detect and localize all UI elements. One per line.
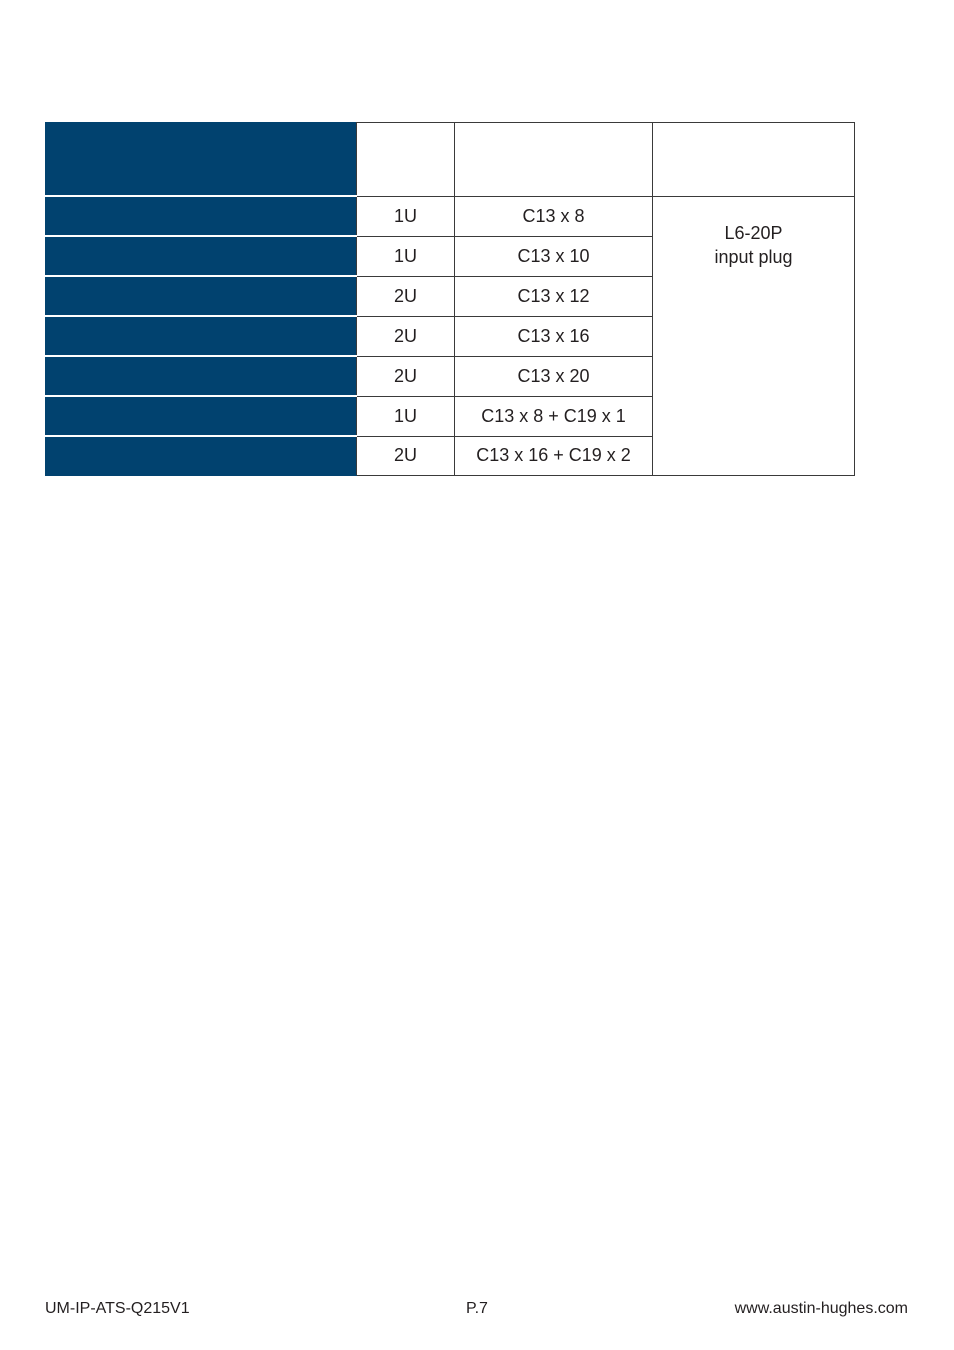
outlets-cell: C13 x 8 + C19 x 1: [455, 396, 653, 436]
size-cell: 1U: [357, 196, 455, 236]
size-cell: 2U: [357, 276, 455, 316]
outlets-cell: C13 x 10: [455, 236, 653, 276]
input-plug-cell: [653, 196, 855, 476]
outlets-cell: C13 x 16: [455, 316, 653, 356]
header-input-cell: [653, 123, 855, 197]
outlets-cell: C13 x 16 + C19 x 2: [455, 436, 653, 476]
input-plug-type: L6-20P: [724, 222, 783, 243]
model-cell: [46, 276, 357, 316]
model-cell: [46, 196, 357, 236]
footer-website: www.austin-hughes.com: [734, 1300, 908, 1317]
outlets-cell: C13 x 8: [455, 196, 653, 236]
spec-table: [45, 122, 855, 476]
model-cell: [46, 436, 357, 476]
outlets-cell: C13 x 12: [455, 276, 653, 316]
input-plug-label: input plug: [714, 246, 793, 267]
footer-doc-id: UM-IP-ATS-Q215V1: [45, 1300, 190, 1317]
size-cell: 2U: [357, 436, 455, 476]
model-cell: [46, 356, 357, 396]
model-cell: [46, 396, 357, 436]
table-row: [46, 196, 855, 236]
table-header-row: [46, 123, 855, 197]
size-cell: 1U: [357, 236, 455, 276]
outlets-cell: C13 x 20: [455, 356, 653, 396]
size-cell: 2U: [357, 356, 455, 396]
header-model-cell: [46, 123, 357, 197]
model-cell: [46, 316, 357, 356]
header-outlets-cell: [455, 123, 653, 197]
header-size-cell: [357, 123, 455, 197]
model-cell: [46, 236, 357, 276]
footer-page-number: P.7: [466, 1300, 488, 1317]
size-cell: 1U: [357, 396, 455, 436]
size-cell: 2U: [357, 316, 455, 356]
